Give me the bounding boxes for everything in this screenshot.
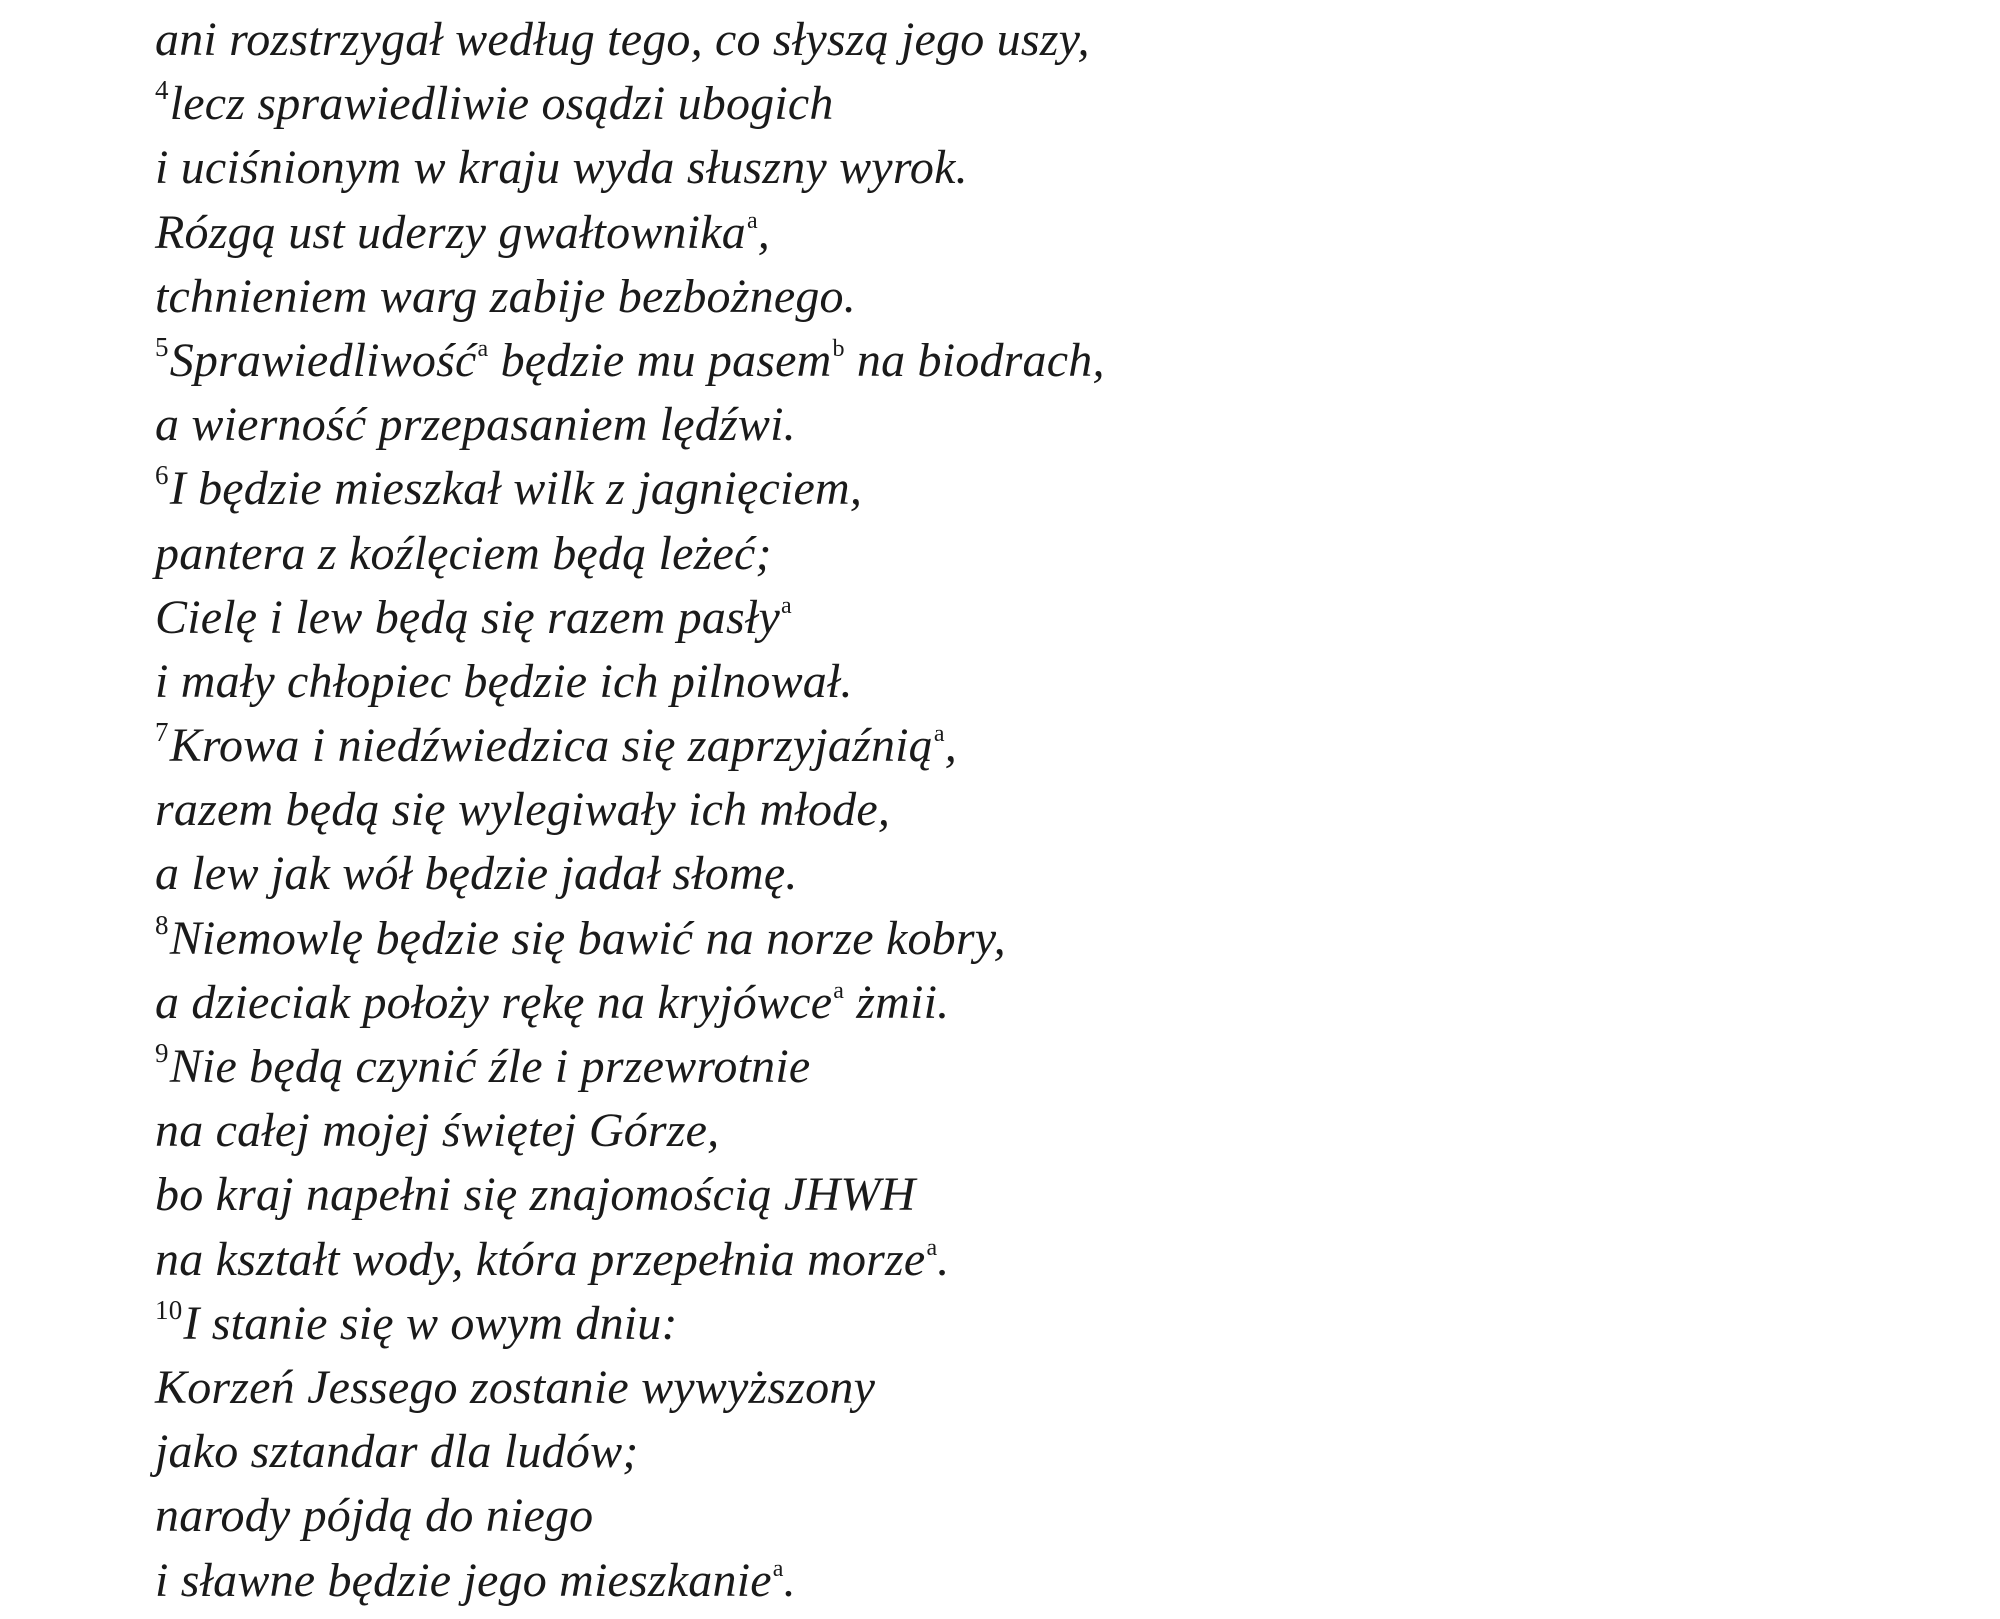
footnote-marker: a bbox=[772, 1555, 784, 1582]
verse-number: 7 bbox=[155, 717, 169, 748]
poem-line bbox=[155, 1035, 1105, 1099]
footnote-marker: a bbox=[746, 207, 758, 234]
line-text: I będzie mieszkał wilk z jagnięciem, bbox=[169, 462, 863, 516]
line-text: będzie mu pasem bbox=[488, 333, 832, 387]
line-text: Korzeń Jessego zostanie wywyższony bbox=[155, 1360, 876, 1414]
footnote-marker: a bbox=[926, 1234, 938, 1261]
poem-line bbox=[155, 1292, 1105, 1356]
line-text: na całej mojej świętej Górze, bbox=[155, 1104, 720, 1158]
line-text: na kształt wody, która przepełnia morze bbox=[155, 1232, 926, 1286]
line-text: tchnieniem warg zabije bezbożnego. bbox=[155, 269, 856, 323]
poem-text bbox=[155, 8, 1105, 1613]
line-text: jako sztandar dla ludów; bbox=[155, 1425, 639, 1479]
poem-line bbox=[155, 201, 1105, 265]
line-text: ani rozstrzygał według tego, co słyszą jego uszy, bbox=[155, 13, 1090, 66]
poem-line bbox=[155, 971, 1105, 1035]
line-text: Cielę i lew będą się razem pasły bbox=[155, 590, 780, 644]
line-text: razem będą się wylegiwały ich młode, bbox=[155, 783, 891, 837]
line-text: a lew jak wół będzie jadał słomę. bbox=[155, 847, 798, 901]
poem-line bbox=[155, 8, 1105, 72]
line-text: . bbox=[783, 1553, 796, 1607]
line-text: bo kraj napełni się znajomością JHWH bbox=[155, 1168, 916, 1222]
poem-line bbox=[155, 1099, 1105, 1163]
verse-number: 6 bbox=[155, 460, 169, 491]
footnote-marker: b bbox=[832, 335, 845, 362]
poem-line bbox=[155, 907, 1105, 971]
poem-line bbox=[155, 1549, 1105, 1613]
footnote-marker: a bbox=[833, 977, 845, 1004]
line-text: , bbox=[944, 719, 957, 773]
line-text: lecz sprawiedliwie osądzi ubogich bbox=[169, 77, 834, 131]
poem-line bbox=[155, 457, 1105, 521]
line-text: i uciśnionym w kraju wyda słuszny wyrok. bbox=[155, 141, 968, 195]
line-text: Niemowlę będzie się bawić na norze kobry, bbox=[169, 911, 1006, 965]
line-text: pantera z koźlęciem będą leżeć; bbox=[155, 526, 772, 580]
poem-line bbox=[155, 842, 1105, 906]
line-text: i sławne będzie jego mieszkanie bbox=[155, 1553, 772, 1607]
poem-line bbox=[155, 778, 1105, 842]
line-text: żmii. bbox=[844, 975, 950, 1029]
poem-line bbox=[155, 1228, 1105, 1292]
poem-line bbox=[155, 329, 1105, 393]
line-text: a wierność przepasaniem lędźwi. bbox=[155, 398, 796, 452]
poem-line bbox=[155, 714, 1105, 778]
poem-line bbox=[155, 72, 1105, 136]
line-text: na biodrach, bbox=[844, 333, 1105, 387]
verse-number: 8 bbox=[155, 909, 169, 940]
footnote-marker: a bbox=[933, 721, 945, 748]
verse-number: 10 bbox=[155, 1294, 183, 1325]
line-text: narody pójdą do niego bbox=[155, 1489, 594, 1543]
line-text: Krowa i niedźwiedzica się zaprzyjaźnią bbox=[169, 719, 933, 773]
line-text: , bbox=[757, 205, 770, 259]
poem-line bbox=[155, 650, 1105, 714]
poem-line bbox=[155, 1484, 1105, 1548]
poem-line bbox=[155, 1356, 1105, 1420]
poem-line bbox=[155, 136, 1105, 200]
verse-number: 9 bbox=[155, 1038, 169, 1068]
line-text: I stanie się w owym dniu: bbox=[183, 1296, 678, 1350]
line-text: Rózgą ust uderzy gwałtownika bbox=[155, 205, 746, 259]
poem-line bbox=[155, 1420, 1105, 1484]
poem-line bbox=[155, 522, 1105, 586]
line-text: . bbox=[937, 1232, 950, 1286]
poem-line bbox=[155, 1163, 1105, 1227]
poem-line bbox=[155, 586, 1105, 650]
footnote-marker: a bbox=[780, 592, 792, 619]
poem-line bbox=[155, 265, 1105, 329]
line-text: Sprawiedliwość bbox=[169, 333, 477, 387]
line-text: Nie będą czynić źle i przewrotnie bbox=[169, 1040, 811, 1093]
line-text: i mały chłopiec będzie ich pilnował. bbox=[155, 654, 853, 708]
footnote-marker: a bbox=[477, 335, 489, 362]
line-text: a dzieciak położy rękę na kryjówce bbox=[155, 975, 833, 1029]
poem-line bbox=[155, 393, 1105, 457]
verse-number: 4 bbox=[155, 75, 169, 106]
verse-number: 5 bbox=[155, 331, 169, 362]
